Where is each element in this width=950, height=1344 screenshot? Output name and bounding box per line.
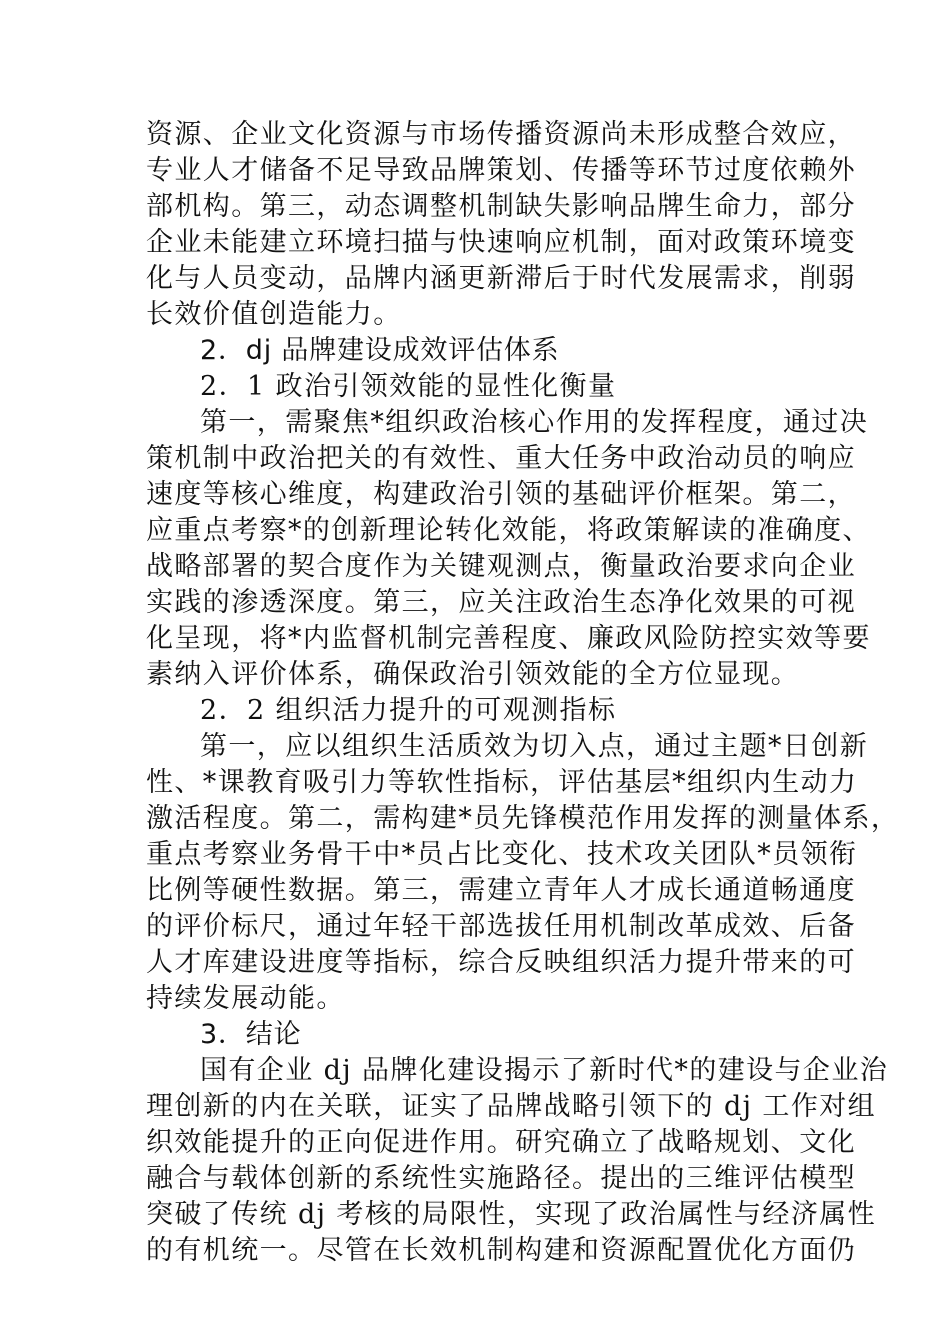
body-text-line: 融合与载体创新的系统性实施路径。提出的三维评估模型 <box>146 1163 856 1194</box>
body-text-line: 理创新的内在关联，证实了品牌战略引领下的 dj 工作对组 <box>146 1091 877 1122</box>
body-text-line: 化与人员变动，品牌内涵更新滞后于时代发展需求，削弱 <box>146 263 856 294</box>
subsection-heading-2-1: 2．1 政治引领效能的显性化衡量 <box>200 371 617 402</box>
body-text-line: 性、*课教育吸引力等软性指标，评估基层*组织内生动力 <box>146 767 858 798</box>
body-text-line: 战略部署的契合度作为关键观测点，衡量政治要求向企业 <box>146 551 856 582</box>
section-heading-3: 3．结论 <box>200 1019 302 1050</box>
body-text-line: 实践的渗透深度。第三，应关注政治生态净化效果的可视 <box>146 587 856 618</box>
body-text-line: 激活程度。第二，需构建*员先锋模范作用发挥的测量体系， <box>146 803 900 834</box>
body-text-line: 第一，应以组织生活质效为切入点，通过主题*日创新 <box>200 731 869 762</box>
body-text-line: 资源、企业文化资源与市场传播资源尚未形成整合效应， <box>146 119 856 150</box>
body-text-line: 速度等核心维度，构建政治引领的基础评价框架。第二， <box>146 479 856 510</box>
body-text-line: 化呈现，将*内监督机制完善程度、廉政风险防控实效等要 <box>146 623 871 654</box>
body-text-line: 应重点考察*的创新理论转化效能，将政策解读的准确度、 <box>146 515 871 546</box>
section-heading-2: 2．dj 品牌建设成效评估体系 <box>200 335 560 366</box>
body-text-line: 突破了传统 dj 考核的局限性，实现了政治属性与经济属性 <box>146 1199 877 1230</box>
body-text-line: 持续发展动能。 <box>146 983 345 1014</box>
body-text-line: 企业未能建立环境扫描与快速响应机制，面对政策环境变 <box>146 227 856 258</box>
body-text-line: 的评价标尺，通过年轻干部选拔任用机制改革成效、后备 <box>146 911 856 942</box>
body-text-line: 专业人才储备不足导致品牌策划、传播等环节过度依赖外 <box>146 155 856 186</box>
body-text-line: 织效能提升的正向促进作用。研究确立了战略规划、文化 <box>146 1127 856 1158</box>
body-text-line: 人才库建设进度等指标，综合反映组织活力提升带来的可 <box>146 947 856 978</box>
body-text-line: 重点考察业务骨干中*员占比变化、技术攻关团队*员领衔 <box>146 839 858 870</box>
body-text-line: 部机构。第三，动态调整机制缺失影响品牌生命力，部分 <box>146 191 856 222</box>
body-text-line: 第一，需聚焦*组织政治核心作用的发挥程度，通过决 <box>200 407 869 438</box>
body-text-line: 国有企业 dj 品牌化建设揭示了新时代*的建设与企业治 <box>200 1055 889 1086</box>
body-text-line: 策机制中政治把关的有效性、重大任务中政治动员的响应 <box>146 443 856 474</box>
subsection-heading-2-2: 2．2 组织活力提升的可观测指标 <box>200 695 617 726</box>
body-text-line: 的有机统一。尽管在长效机制构建和资源配置优化方面仍 <box>146 1235 856 1266</box>
body-text-line: 比例等硬性数据。第三，需建立青年人才成长通道畅通度 <box>146 875 856 906</box>
body-text-line: 素纳入评价体系，确保政治引领效能的全方位显现。 <box>146 659 800 690</box>
body-text-line: 长效价值创造能力。 <box>146 299 402 330</box>
